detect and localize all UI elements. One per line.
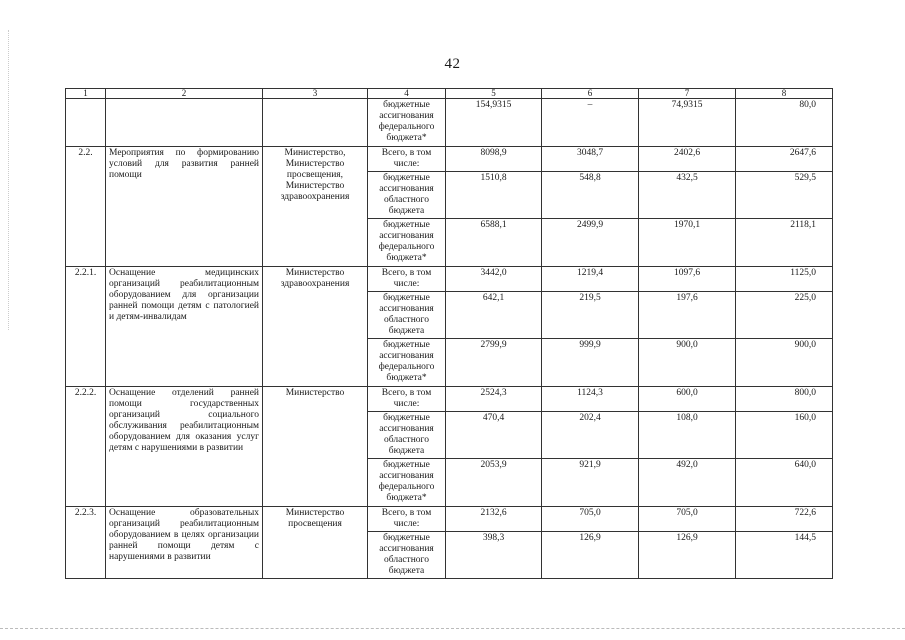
measure-name: Оснащение образовательных организаций реабилитационным оборудованием в целях организации ранней помощи детям с нарушениями в развитии — [106, 507, 263, 579]
amount-cell: 900,0 — [736, 339, 833, 387]
row-number — [66, 99, 106, 147]
amount-cell: 1219,4 — [542, 267, 639, 292]
funding-source: бюджетные ассигнования областного бюджета — [368, 172, 446, 219]
amount-cell: 2799,9 — [446, 339, 542, 387]
amount-cell: 492,0 — [639, 459, 736, 507]
measure-name — [106, 99, 263, 147]
header-cell: 4 — [368, 89, 446, 99]
table-body — [66, 89, 833, 579]
amount-cell: 74,9315 — [639, 99, 736, 147]
amount-cell: 3442,0 — [446, 267, 542, 292]
amount-cell: 900,0 — [639, 339, 736, 387]
amount-cell: 548,8 — [542, 172, 639, 219]
amount-cell: 999,9 — [542, 339, 639, 387]
amount-cell: 3048,7 — [542, 147, 639, 172]
responsible-ministry — [263, 99, 368, 147]
header-cell: 7 — [639, 89, 736, 99]
amount-cell: 2499,9 — [542, 219, 639, 267]
amount-cell: 432,5 — [639, 172, 736, 219]
amount-cell: 126,9 — [542, 532, 639, 579]
funding-source: бюджетные ассигнования федерального бюджета* — [368, 219, 446, 267]
amount-cell: 2118,1 — [736, 219, 833, 267]
row-number: 2.2.2. — [66, 387, 106, 507]
amount-cell: 705,0 — [542, 507, 639, 532]
amount-cell: 2402,6 — [639, 147, 736, 172]
funding-source: бюджетные ассигнования федерального бюджета* — [368, 459, 446, 507]
amount-cell: 722,6 — [736, 507, 833, 532]
amount-cell: – — [542, 99, 639, 147]
amount-cell: 126,9 — [639, 532, 736, 579]
scan-edge-left — [8, 30, 9, 330]
header-cell: 6 — [542, 89, 639, 99]
funding-source: Всего, в том числе: — [368, 387, 446, 412]
responsible-ministry: Министерство просвещения — [263, 507, 368, 579]
amount-cell: 219,5 — [542, 292, 639, 339]
header-cell: 2 — [106, 89, 263, 99]
funding-source: бюджетные ассигнования областного бюджета — [368, 292, 446, 339]
amount-cell: 921,9 — [542, 459, 639, 507]
amount-cell: 160,0 — [736, 412, 833, 459]
amount-cell: 1097,6 — [639, 267, 736, 292]
funding-source: бюджетные ассигнования федерального бюджета* — [368, 99, 446, 147]
amount-cell: 108,0 — [639, 412, 736, 459]
header-cell: 3 — [263, 89, 368, 99]
page-number: 42 — [444, 56, 461, 72]
table-row — [66, 147, 833, 172]
funding-source: бюджетные ассигнования федерального бюджета* — [368, 339, 446, 387]
amount-cell: 529,5 — [736, 172, 833, 219]
amount-cell: 202,4 — [542, 412, 639, 459]
amount-cell: 1124,3 — [542, 387, 639, 412]
amount-cell: 642,1 — [446, 292, 542, 339]
amount-cell: 600,0 — [639, 387, 736, 412]
measure-name: Оснащение медицинских организаций реабилитационным оборудованием для организации ранней помощи детям с патологией и детям-инвалидам — [106, 267, 263, 387]
measure-name: Мероприятия по формированию условий для развития ранней помощи — [106, 147, 263, 267]
amount-cell: 197,6 — [639, 292, 736, 339]
responsible-ministry: Министерство здравоохранения — [263, 267, 368, 387]
budget-table — [65, 88, 833, 579]
amount-cell: 6588,1 — [446, 219, 542, 267]
amount-cell: 144,5 — [736, 532, 833, 579]
amount-cell: 640,0 — [736, 459, 833, 507]
measure-name: Оснащение отделений ранней помощи государственных организаций социального обслуживания реабилитационным оборудованием для оказания услуг детям с нарушениями в развитии — [106, 387, 263, 507]
amount-cell: 8098,9 — [446, 147, 542, 172]
table-row — [66, 267, 833, 292]
funding-source: Всего, в том числе: — [368, 507, 446, 532]
table-row — [66, 387, 833, 412]
amount-cell: 154,9315 — [446, 99, 542, 147]
funding-source: бюджетные ассигнования областного бюджета — [368, 412, 446, 459]
amount-cell: 225,0 — [736, 292, 833, 339]
scan-edge-bottom — [0, 628, 905, 629]
amount-cell: 2132,6 — [446, 507, 542, 532]
header-cell: 1 — [66, 89, 106, 99]
responsible-ministry: Министерство — [263, 387, 368, 507]
header-cell: 5 — [446, 89, 542, 99]
table-row — [66, 99, 833, 147]
responsible-ministry: Министерство, Министерство просвещения, Министерство здравоохранения — [263, 147, 368, 267]
amount-cell: 470,4 — [446, 412, 542, 459]
header-cell: 8 — [736, 89, 833, 99]
amount-cell: 1970,1 — [639, 219, 736, 267]
row-number: 2.2. — [66, 147, 106, 267]
row-number: 2.2.1. — [66, 267, 106, 387]
amount-cell: 1510,8 — [446, 172, 542, 219]
funding-source: Всего, в том числе: — [368, 147, 446, 172]
amount-cell: 2524,3 — [446, 387, 542, 412]
amount-cell: 80,0 — [736, 99, 833, 147]
amount-cell: 800,0 — [736, 387, 833, 412]
amount-cell: 1125,0 — [736, 267, 833, 292]
amount-cell: 2053,9 — [446, 459, 542, 507]
funding-source: Всего, в том числе: — [368, 267, 446, 292]
amount-cell: 2647,6 — [736, 147, 833, 172]
amount-cell: 705,0 — [639, 507, 736, 532]
table-row — [66, 507, 833, 532]
amount-cell: 398,3 — [446, 532, 542, 579]
row-number: 2.2.3. — [66, 507, 106, 579]
funding-source: бюджетные ассигнования областного бюджета — [368, 532, 446, 579]
header-row — [66, 89, 833, 99]
